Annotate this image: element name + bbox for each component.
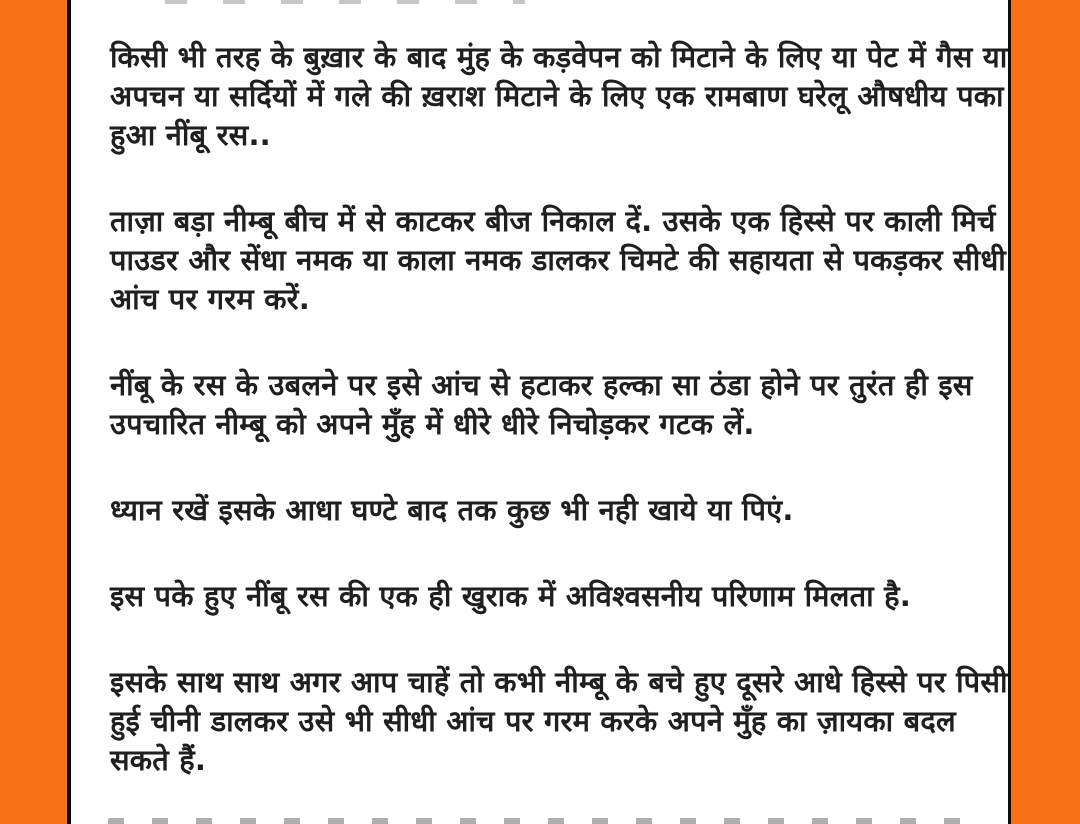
text-line: अपचन या सर्दियों में गले की ख़राश मिटाने के लिए एक रामबाण घरेलू औषधीय पका bbox=[110, 79, 1004, 113]
paragraph bbox=[110, 38, 1008, 155]
text-line: हुआ नींबू रस.. bbox=[110, 118, 271, 152]
text-line: इसके साथ साथ अगर आप चाहें तो कभी नीम्बू के बचे हुए दूसरे आधे हिस्से पर पिसी bbox=[110, 665, 1008, 699]
left-orange-border bbox=[0, 0, 71, 824]
text-line: उपचारित नीम्बू को अपने मुँह में धीरे धीरे निचोड़कर गटक लें. bbox=[110, 407, 755, 441]
paragraph bbox=[110, 366, 973, 444]
text-line: इस पके हुए नींबू रस की एक ही खुराक में अविश्वसनीय परिणाम मिलता है. bbox=[110, 579, 911, 613]
text-line: हुई चीनी डालकर उसे भी सीधी आंच पर गरम करके अपने मुँह का ज़ायका बदल bbox=[110, 704, 956, 738]
paragraph bbox=[110, 663, 1008, 780]
right-orange-border bbox=[1008, 0, 1080, 824]
paragraph bbox=[110, 491, 966, 530]
text-line: ताज़ा बड़ा नीम्बू बीच में से काटकर बीज निकाल दें. उसके एक हिस्से पर काली मिर्च bbox=[110, 204, 996, 238]
text-line: सकते हैं. bbox=[110, 743, 207, 777]
document-text bbox=[71, 0, 1008, 824]
paragraph bbox=[110, 577, 966, 616]
text-line: पाउडर और सेंधा नमक या काला नमक डालकर चिमटे की सहायता से पकड़कर सीधी bbox=[110, 243, 1007, 277]
clipped-text-line-bottom bbox=[108, 818, 963, 824]
paragraph bbox=[110, 202, 1007, 319]
text-line: किसी भी तरह के बुख़ार के बाद मुंह के कड़वेपन को मिटाने के लिए या पेट में गैस या bbox=[110, 40, 1008, 74]
text-line: आंच पर गरम करें. bbox=[110, 282, 310, 316]
clipped-text-line-top bbox=[165, 0, 525, 4]
text-line: नींबू के रस के उबलने पर इसे आंच से हटाकर हल्का सा ठंडा होने पर तुरंत ही इस bbox=[110, 368, 973, 402]
text-line: ध्यान रखें इसके आधा घण्टे बाद तक कुछ भी नही खाये या पिएं. bbox=[110, 493, 794, 527]
